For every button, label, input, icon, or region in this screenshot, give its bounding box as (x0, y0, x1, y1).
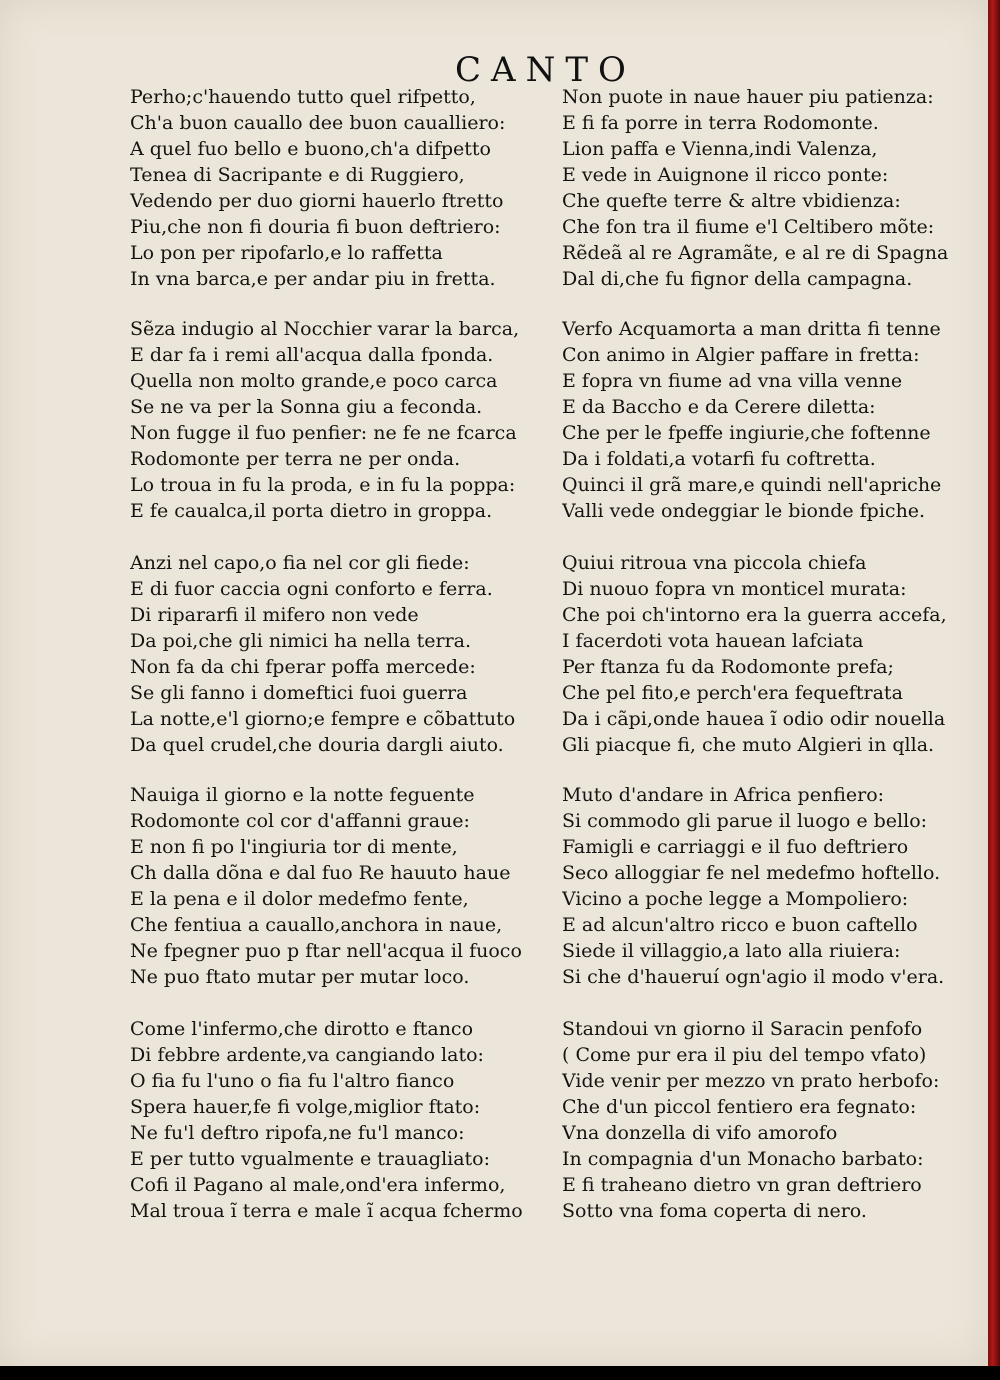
verse-line: Rodomonte col cor d'affanni graue: (130, 810, 470, 832)
verse-line: E vede in Auignone il ricco ponte: (562, 164, 889, 186)
verse-line: Lo pon per ripofarlo,e lo raffetta (130, 242, 443, 264)
verse-line: Ne fu'l deftro ripofa,ne fu'l manco: (130, 1122, 465, 1144)
stanza (130, 1016, 560, 1224)
verse-line: Dal di,che fu fignor della campagna. (562, 268, 913, 290)
verse-line: E la pena e il dolor medefmo fente, (130, 888, 469, 910)
verse-line: Cofi il Pagano al male,ond'era infermo, (130, 1174, 506, 1196)
verse-line: Rodomonte per terra ne per onda. (130, 448, 461, 470)
verse-line: In compagnia d'un Monacho barbato: (562, 1148, 924, 1170)
verse-line: Vide venir per mezzo vn prato herbofo: (562, 1070, 940, 1092)
verse-line: Seco alloggiar fe nel medefmo hoftello. (562, 862, 941, 884)
verse-line: Lion paffa e Vienna,indi Valenza, (562, 138, 878, 160)
verse-line: La notte,e'l giorno;e fempre e cõbattuto (130, 708, 516, 730)
verse-line: Piu,che non fi douria fi buon deftriero: (130, 216, 501, 238)
verse-line: E di fuor caccia ogni conforto e ferra. (130, 578, 493, 600)
verse-line: E fopra vn fiume ad vna villa venne (562, 370, 903, 392)
verse-line: Ne puo ftato mutar per mutar loco. (130, 966, 470, 988)
verse-line: Da quel crudel,che douria dargli aiuto. (130, 734, 504, 756)
stanza (130, 782, 560, 990)
verse-line: Non puote in naue hauer piu patienza: (562, 86, 934, 108)
verse-line: Ch dalla dõna e dal fuo Re hauuto haue (130, 862, 511, 884)
verse-line: Che d'un piccol fentiero era fegnato: (562, 1096, 917, 1118)
verse-line: E non fi po l'ingiuria tor di mente, (130, 836, 458, 858)
verse-line: Rẽdeã al re Agramãte, e al re di Spagna (562, 242, 949, 264)
verse-line: Di nuouo fopra vn monticel murata: (562, 578, 907, 600)
page-edge-binding (988, 0, 1000, 1380)
verse-line: Che fentiua a cauallo,anchora in naue, (130, 914, 503, 936)
verse-line: Che fon tra il fiume e'l Celtibero mõte: (562, 216, 935, 238)
verse-line: Standoui vn giorno il Saracin penfofo (562, 1018, 923, 1040)
verse-line: Vna donzella di vifo amorofo (562, 1122, 838, 1144)
verse-line: Non fugge il fuo penfier: ne fe ne fcarca (130, 422, 517, 444)
verse-line: Con animo in Algier paffare in fretta: (562, 344, 920, 366)
verse-line: Che poi ch'intorno era la guerra accefa, (562, 604, 947, 626)
verse-line: Gli piacque fi, che muto Algieri in qlla. (562, 734, 935, 756)
verse-line: Quiui ritroua vna piccola chiefa (562, 552, 867, 574)
verse-line: Da poi,che gli nimici ha nella terra. (130, 630, 472, 652)
verse-line: Si che d'haueruí ogn'agio il modo v'era. (562, 966, 945, 988)
verse-line: Lo troua in fu la proda, e in fu la poppa: (130, 474, 516, 496)
verse-line: Perho;c'hauendo tutto quel rifpetto, (130, 86, 476, 108)
verse-line: Da i foldati,a votarfi fu coftretta. (562, 448, 876, 470)
verse-line: Ne fpegner puo p ftar nell'acqua il fuoco (130, 940, 522, 962)
verse-line: Spera hauer,fe fi volge,miglior ftato: (130, 1096, 481, 1118)
running-title: CANTO (455, 50, 636, 90)
verse-line: Quella non molto grande,e poco carca (130, 370, 498, 392)
verse-line: Se ne va per la Sonna giu a feconda. (130, 396, 483, 418)
verse-line: E ad alcun'altro ricco e buon caftello (562, 914, 918, 936)
verse-line: O fia fu l'uno o fia fu l'altro fianco (130, 1070, 455, 1092)
verse-line: Sẽza indugio al Nocchier varar la barca, (130, 318, 520, 340)
stanza (562, 1016, 982, 1224)
verse-line: In vna barca,e per andar piu in fretta. (130, 268, 496, 290)
verse-line: Sotto vna foma coperta di nero. (562, 1200, 867, 1222)
verse-line: Nauiga il giorno e la notte feguente (130, 784, 475, 806)
verse-line: Non fa da chi fperar poffa mercede: (130, 656, 476, 678)
verse-line: Da i cãpi,onde hauea ĩ odio odir nouella (562, 708, 946, 730)
stanza (562, 550, 982, 758)
verse-line: Vedendo per duo giorni hauerlo ftretto (130, 190, 504, 212)
verse-line: E fi fa porre in terra Rodomonte. (562, 112, 879, 134)
verse-line: Mal troua ĩ terra e male ĩ acqua fchermo (130, 1200, 523, 1222)
stanza (562, 316, 982, 524)
verse-line: E per tutto vgualmente e trauagliato: (130, 1148, 491, 1170)
verse-line: ( Come pur era il piu del tempo vfato) (562, 1044, 927, 1066)
verse-line: E fe caualca,il porta dietro in groppa. (130, 500, 493, 522)
verse-line: Se gli fanno i domeftici fuoi guerra (130, 682, 468, 704)
verse-line: Che per le fpeffe ingiurie,che foftenne (562, 422, 931, 444)
verse-line: Siede il villaggio,a lato alla riuiera: (562, 940, 901, 962)
left-column (130, 84, 560, 1224)
verse-line: Ch'a buon cauallo dee buon caualliero: (130, 112, 506, 134)
verse-line: A quel fuo bello e buono,ch'a difpetto (130, 138, 491, 160)
verse-line: Tenea di Sacripante e di Ruggiero, (130, 164, 465, 186)
verse-line: Di febbre ardente,va cangiando lato: (130, 1044, 484, 1066)
verse-line: Per ftanza fu da Rodomonte prefa; (562, 656, 894, 678)
stanza (130, 316, 560, 524)
stanza (130, 550, 560, 758)
verse-line: Di ripararfi il mifero non vede (130, 604, 419, 626)
verse-line: E da Baccho e da Cerere diletta: (562, 396, 876, 418)
verse-line: Si commodo gli parue il luogo e bello: (562, 810, 928, 832)
verse-line: Verfo Acquamorta a man dritta fi tenne (562, 318, 941, 340)
right-column (562, 84, 982, 1224)
verse-line: E dar fa i remi all'acqua dalla fponda. (130, 344, 494, 366)
verse-line: Quinci il grã mare,e quindi nell'apriche (562, 474, 942, 496)
verse-line: Che pel fito,e perch'era fequeftrata (562, 682, 903, 704)
verse-line: Muto d'andare in Africa penfiero: (562, 784, 885, 806)
verse-line: Famigli e carriaggi e il fuo deftriero (562, 836, 909, 858)
verse-line: Valli vede ondeggiar le bionde fpiche. (562, 500, 926, 522)
stanza (562, 782, 982, 990)
verse-line: Che quefte terre & altre vbidienza: (562, 190, 901, 212)
verse-line: E fi traheano dietro vn gran deftriero (562, 1174, 922, 1196)
stanza (562, 84, 982, 292)
verse-line: Come l'infermo,che dirotto e ftanco (130, 1018, 474, 1040)
verse-line: Vicino a poche legge a Mompoliero: (562, 888, 909, 910)
verse-line: Anzi nel capo,o fia nel cor gli fiede: (130, 552, 470, 574)
stanza (130, 84, 560, 292)
verse-line: I facerdoti vota hauean lafciata (562, 630, 864, 652)
page-bottom-border (0, 1366, 1000, 1380)
